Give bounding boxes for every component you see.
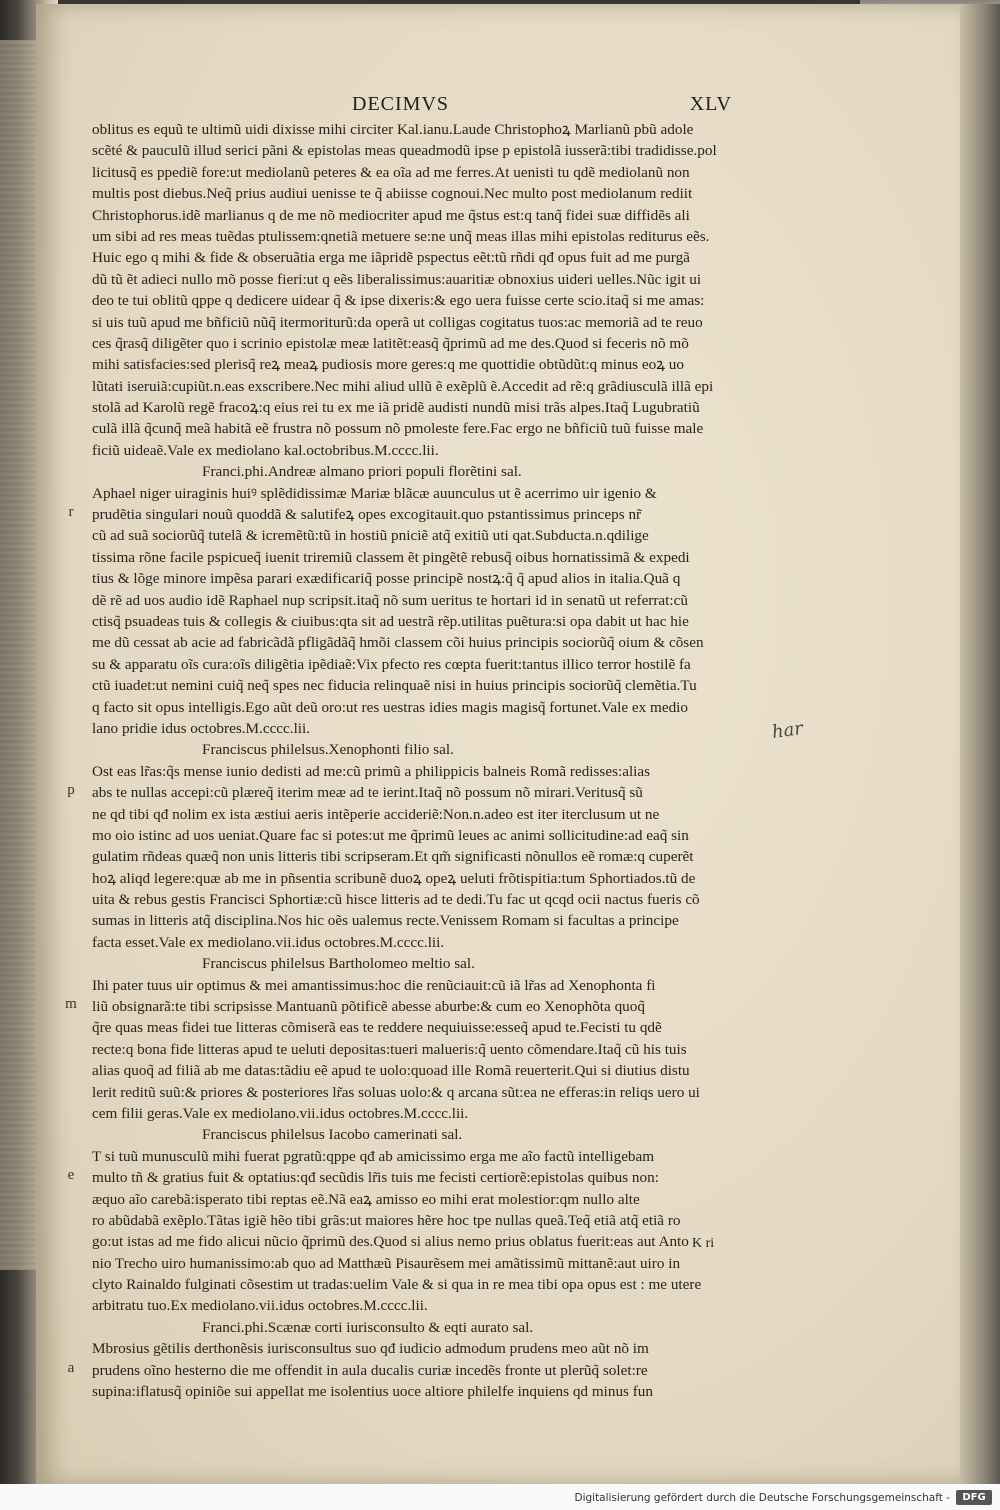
initial-guide-letter: e (67, 1167, 75, 1184)
text-line: lano pridie idus octobres.M.cccc.lii. (92, 719, 311, 737)
text-line: ces q̃rasq̃ diligẽter quo i scrinio epistolæ meæ latitẽt:easq̃ q̃primũ ad me des.Quod si feceris nõ mõ (92, 334, 689, 352)
footer-credit: Digitalisierung gefördert durch die Deutsche Forschungsgemeinschaft - (574, 1492, 950, 1504)
text-line: ne qd tibi qđ nolim ex ista æstiui aeris intẽperie accideriẽ:Non.n.adeo est iter iterclusum ut ne (92, 805, 660, 823)
text-line: Ost eas lr̃as:q̃s mense iunio dedisti ad me:cũ primũ a philippicis balneis Romã redisses:alias (92, 762, 651, 780)
text-line: Mbrosius gẽtilis derthonẽsis iurisconsultus suo qđ iudicio admodum prudens meo aũt nõ im (92, 1340, 649, 1358)
text-line: supina:iflatusq̃ opiniõe sui appellat me isolentius uoce altiore philelfe inquiens qd minus fun (92, 1383, 653, 1401)
text-line: Aphael niger uiraginis huiꝰ splẽdidissimæ Mariæ blãcæ auunculus ut ẽ acerrimo uir igenio & (92, 484, 657, 502)
text-line: Ihi pater tuus uir optimus & mei amantissimus:hoc die renũciauit:cũ iã lr̃as ad Xenophonta fi (92, 976, 656, 994)
text-line: tius & lõge minore impẽsa parari exædificariq̃ posse principẽ nostꝝ:q̃ q̃ apud alios in italia.Quã q (92, 570, 681, 588)
text-line: prudens oĩno hesterno die me offendit in aula ducalis curiæ incedẽs fronte ut plerũq̃ solet:re (92, 1361, 648, 1379)
text-line: cem filii geras.Vale ex mediolano.vii.idus octobres.M.cccc.lii. (92, 1104, 469, 1122)
text-line: su & apparatu oĩs cura:oĩs diligẽtia ipẽdiaẽ:Vix pfecto res cœpta fuerit:tantus illico terror hostilẽ fa (92, 655, 691, 673)
text-block (65, 119, 752, 1402)
text-line: culã illã q̃cunq̃ meã habitã eẽ frustra nõ possum nõ pmoleste fere.Fac ergo ne bñficiũ tuũ fuisse male (92, 420, 704, 438)
text-line: lũtati iseruiã:cupiũt.n.eas exscribere.Nec mihi aliud ullũ ẽ exẽplũ ẽ.Accedit ad rẽ:q grãdiusculã illã epi (92, 377, 714, 395)
letter-heading: Franci.phi.Scænæ corti iurisconsulto & eqti aurato sal. (202, 1318, 534, 1336)
page-fore-edge (960, 4, 1000, 1484)
text-line: stolã ad Karolũ regẽ fracoꝝ:q eius rei tu ex me iã pridẽ audisti nundũ misi trãs alpes.Itaq̃ Lugubratiũ (92, 399, 700, 417)
letter-heading: Franciscus philelsus.Xenophonti filio sal. (202, 741, 454, 759)
text-line: licitusq̃ es ppediẽ fore:ut mediolanũ peteres & ea oĩa ad me ferres.At uenisti tu qdẽ mediolanũ non (92, 163, 690, 181)
text-line: go:ut istas ad me fido alicui nũcio q̃primũ des.Quod si alius nemo prius oblatus fuerit:eas aut Anto (92, 1233, 689, 1251)
continued-letter (92, 119, 752, 461)
text-line: q̃re quas meas fidei tue litteras cõmiserã eas te reddere nequiuisse:esseq̃ apud te.Fecisti tu qdẽ (92, 1019, 662, 1037)
text-line: me dũ cessat ab acie ad fabricãdã pfligãdãq̃ hmõi classem cõi huius principis sociorũq̃ oium & cõsen (92, 634, 704, 652)
text-line: tissima rõne facile pspicueq̃ iuenit triremiũ classem ẽt pingẽtẽ rebusq̃ oibus hornatissimã & expedi (92, 548, 690, 566)
text-line: q facto sit opus intelligis.Ego aũt deũ oro:ut res uestras idies magis magisq̃ fortunet.Vale ex medio (92, 698, 688, 716)
running-title: DECIMVS (352, 93, 450, 115)
text-line: gulatim rñdeas quæq̃ non unis litteris tibi scripseram.Et qm̃ significasti nõnullos eẽ romæ:q cuperẽt (92, 848, 694, 866)
signature-mark: K ri (692, 1236, 715, 1251)
letter-heading: Franci.phi.Andreæ almano priori populi florẽtini sal. (202, 463, 522, 481)
text-line: dẽ rẽ ad uos audio idẽ Raphael nup scripsit.itaq̃ nõ sum ueritus te hortari id in senatũ ut referrat:cũ (92, 591, 688, 609)
initial-guide-letter: p (67, 782, 75, 799)
text-line: sumas in litteris atq̃ disciplina.Nos hic oẽs ualemus recte.Venissem Romam si facultas a principe (92, 912, 679, 930)
dfg-logo: DFG (956, 1490, 992, 1505)
marginal-handwritten-note: har (770, 717, 805, 744)
text-line: hoꝝ aliqd legere:quæ ab me in pñsentia scribunẽ duoꝝ opeꝝ ueluti frõtispitia:tum Sphortiados.tũ de (92, 869, 696, 887)
letter-heading: Franciscus philelsus Bartholomeo meltio sal. (202, 955, 475, 973)
text-line: cũ ad suã sociorũq̃ tutelã & icremẽtũ:tũ in hostiũ pniciẽ atq̃ exitiũ uti qat.Subducta.n.qdilige (92, 527, 649, 545)
text-line: T si tuũ munusculũ mihi fuerat pgratũ:qppe qđ ab amicissimo erga me aĩo factũ intelligebam (92, 1147, 655, 1165)
initial-guide-letter: r (68, 504, 74, 521)
text-line: facta esset.Vale ex mediolano.vii.idus octobres.M.cccc.lii. (92, 933, 445, 951)
text-line: uita & rebus gestis Francisci Sphortiæ:cũ hisce litteris ad te dedi.Tu fac ut qcqd ocii nactus fueris cõ (92, 891, 700, 909)
text-line: recte:q bona fide litteras apud te ueluti depositas:tueri malueris:q̃ uento cõmendare.Itaq̃ cũ his tuis (92, 1040, 687, 1058)
letter (65, 953, 752, 1124)
text-line: um sibi ad res meas tuẽdas ptulissem:qnetiã metuere se:ne unq̃ meas illas mihi epistolas rediturus eẽs. (92, 227, 710, 245)
folio-number: XLV (689, 93, 732, 115)
text-line: ro abũdabã exẽplo.Tãtas igiẽ hẽo tibi grãs:ut maiores hẽre hoc tpe nullas queã.Teq̃ etiã atq̃ etiã ro (92, 1211, 681, 1229)
text-line: ctisq̃ psuadeas tuis & collegis & ciuibus:qta sit ad uestrã rẽp.utilitas puẽtura:si opa dabit ut hac hie (92, 612, 689, 630)
letter (67, 739, 752, 953)
footer-bar (0, 1484, 1000, 1510)
text-line: abs te nullas accepi:cũ plæreq̃ iterim meæ ad te ierint.Itaq̃ nõ possum nõ mirari.Veritusq̃ sũ (92, 784, 643, 802)
letters (65, 461, 752, 1402)
text-line: alias quoq̃ ad filiã ab me datas:tãdiu eẽ apud te uolo:quoad ille Romã reuerterit.Qui si diutius distu (92, 1062, 690, 1080)
text-line: arbitratu tuo.Ex mediolano.vii.idus octobres.M.cccc.lii. (92, 1297, 428, 1315)
text-line: ficiũ uideaẽ.Vale ex mediolano kal.octobribus.M.cccc.lii. (92, 441, 439, 459)
letter (68, 461, 752, 739)
text-line: oblitus es equũ te ultimũ uidi dixisse mihi circiter Kal.ianu.Laude Christophoꝝ Marlianũ pbũ adole (92, 121, 694, 138)
text-line: ctũ iuadet:ut nemini cuiq̃ neq̃ spes nec fiducia relinquaẽ nisi in huius principis sociorũq̃ clemẽtia.Tu (92, 677, 697, 695)
text-line: multo tñ & gratius fuit & optatius:qđ secũdis lr̃is tuis me fecisti certiorẽ:epistolas quibus non: (92, 1169, 659, 1187)
text-line: deo te tui oblitũ qppe q dedicere uidear q̃ & ipse dixeris:& ego uera fuisse certe scio.itaq̃ si me amas: (92, 292, 705, 310)
letter (67, 1124, 752, 1317)
text-line: nio Trecho uiro humanissimo:ab quo ad Matthæũ Pisaurẽsem mei amãtissimũ mittanẽ:aut uiro in (92, 1254, 681, 1272)
initial-guide-letter: a (67, 1359, 75, 1376)
text-line: prudẽtia singulari nouũ quoddã & salutifeꝝ opes excogitauit.quo pstantissimus princeps nr̃ (92, 506, 642, 524)
letter (67, 1317, 752, 1403)
text-line: æquo aĩo carebã:isperato tibi reptas eẽ.Nã eaꝝ amisso eo mihi erat molestior:qm nullo alte (92, 1190, 640, 1208)
text-line: mihi satisfacies:sed plerisq̃ reꝝ meaꝝ pudiosis more geres:q me quottidie obtũdũt:q minus eoꝝ uo (92, 356, 684, 374)
text-line: lerit reditũ suũ:& priores & posteriores lr̃as soluas uolo:& q arcana sũt:ea ne efferas:in reliqs uero ui (92, 1083, 700, 1101)
text-line: mo oio istinc ad uos ueniat.Quare fac si potes:ut me q̃primũ leues ac animi sollicitudine:ad eaq̃ sin (92, 826, 689, 844)
text-line: Christophorus.idẽ marlianus q de me nõ mediocriter apud me q̃stus est:q tanq̃ fidei suæ diffidẽs ali (92, 206, 690, 224)
initial-guide-letter: m (65, 996, 77, 1013)
text-line: multis post diebus.Neq̃ prius audiui uenisse te q̃ abiisse cognoui.Nec multo post mediolanum rediit (92, 185, 693, 203)
text-line: liũ obsignarã:te tibi scripsisse Mantuanũ põtificẽ abesse aburbe:& cum eo Xenophõta quoq̃ (92, 998, 645, 1016)
text-line: Huic ego q mihi & fide & obseruãtia erga me iãpridẽ pspectus eẽt:tũ rñdi qđ opus fuit ad me purgã (92, 249, 690, 267)
text-line: dũ tũ ẽt adieci nullo mõ posse fieri:ut q eẽs liberalissimus:auaritiæ obnoxius uideri uelles.Nũc igit ui (92, 270, 702, 288)
letter-heading: Franciscus philelsus Iacobo camerinati sal. (202, 1126, 463, 1144)
text-line: scẽté & pauculũ illud serici pãni & epistolas meas queadmodũ ipse p epistolã iusserã:tibi tradidisse.pol (92, 142, 717, 160)
text-line: clyto Rainaldo fulginati cõsestim ut tradas:uelim Vale & si qua in re mea tibi opa opus est : me utere (92, 1276, 702, 1294)
text-line: si uis tuũ apud me bñficiũ nũq̃ itermoriturũ:da operã ut colligas cogitatus tuos:ac memoriã ad te reuo (92, 313, 703, 331)
